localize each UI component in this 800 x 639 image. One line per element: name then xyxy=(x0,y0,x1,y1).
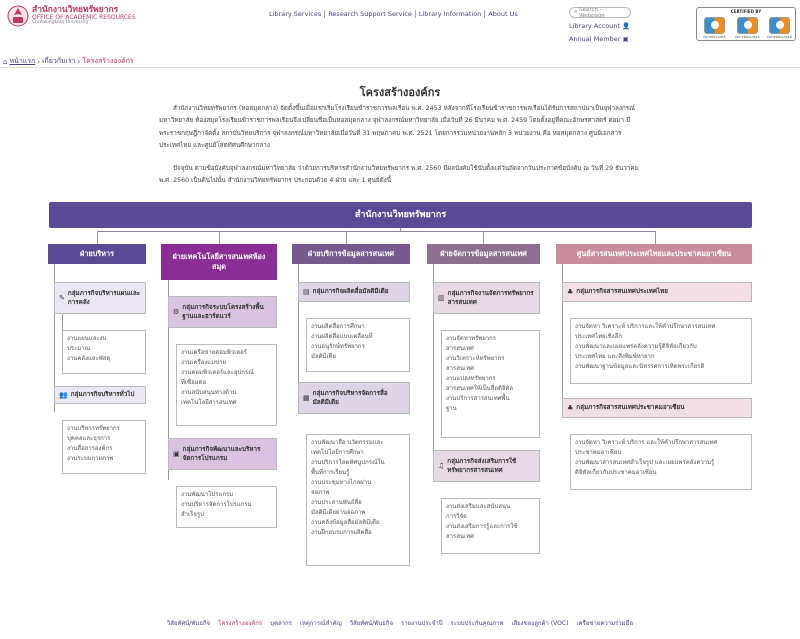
group-title: กลุ่มภารกิจผลิตสื่อมัลติมีเดีย xyxy=(312,288,389,296)
group-card[interactable] xyxy=(54,282,146,314)
group-title: กลุ่มภารกิจส่งเสริมการใช้ทรัพยากรสารสนเทศ xyxy=(447,457,517,474)
task-item: งานจัดหา วิเคราะห์ บริการ และให้คำปรึกษาสารสนเทศ xyxy=(575,439,718,446)
annual-member-link[interactable] xyxy=(569,35,629,43)
edit-icon: ✎ xyxy=(59,293,65,302)
task-item: งานคลังข้อมูลสื่อมัลติมีเดีย xyxy=(311,519,380,526)
dept-library-it[interactable]: ฝ่ายเทคโนโลยีสารสนเทศห้องสมุด xyxy=(161,244,277,280)
book-icon: ▥ xyxy=(438,293,445,302)
task-item: งานบริการสารสนเทศพื้น xyxy=(446,395,510,402)
task-item: มัลติมีเดียผ่านจอภาพ xyxy=(311,509,366,516)
task-item: สารสนเทศ xyxy=(446,345,474,352)
certs-title: CERTIFIED BY xyxy=(730,9,762,14)
iso-badge-icon xyxy=(704,17,725,34)
group-title: กลุ่มภารกิจบริหารแผนและการคลัง xyxy=(67,289,141,306)
group-title: กลุ่มภารกิจสารสนเทศประเทศไทย xyxy=(576,288,668,296)
task-item: งานพัฒนาฐานข้อมูลและนิทรรศการเทิดพระเกียรติ xyxy=(575,363,705,370)
cert-label: ISO 45001:2018 xyxy=(767,35,792,39)
connector xyxy=(346,231,347,244)
id-card-icon: ▣ xyxy=(622,35,629,43)
task-item: ประชาคมอาเซียน xyxy=(575,449,622,456)
breadcrumb-about[interactable]: เกี่ยวกับเรา xyxy=(42,57,76,65)
task-item: งานผลิตสื่อการศึกษา xyxy=(311,323,365,330)
connector xyxy=(483,231,484,244)
task-list xyxy=(570,318,752,384)
task-item: งานจัดหา วิเคราะห์ บริการและให้คำปรึกษาสารสนเทศ xyxy=(575,323,716,330)
task-item: ที่เชื่อมต่อ xyxy=(181,379,207,386)
task-item: งานบริหารจัดการโปรแกรม xyxy=(181,501,252,508)
nav-research-support[interactable]: Research Support Service xyxy=(324,10,415,18)
task-item: งานฝึกอบรมการผลิตสื่อ xyxy=(311,529,372,536)
footer-link-current[interactable]: โครงสร้างองค์กร xyxy=(218,620,263,627)
site-header xyxy=(0,0,800,50)
footer-link[interactable]: เสียงของลูกค้า (VOC) xyxy=(511,620,569,627)
group-title: กลุ่มภารกิจพัฒนาและบริหารจัดการโปรแกรม xyxy=(182,445,261,462)
org-name-en: OFFICE OF ACADEMIC RESOURCES xyxy=(32,13,136,21)
task-item: งานระบบกายภาพ xyxy=(67,455,114,462)
org-name-th: สำนักงานวิทยทรัพยากร xyxy=(32,5,119,15)
task-list xyxy=(306,434,410,566)
iso-badge-icon xyxy=(737,17,758,34)
org-brand[interactable] xyxy=(32,6,136,26)
task-item: มัลติมีเดีย xyxy=(311,353,336,360)
group-card[interactable] xyxy=(298,282,410,302)
task-list xyxy=(570,434,752,490)
task-item: งานแปลงทรัพยากร xyxy=(446,375,496,382)
task-item: สารสนเทศให้เป็นสื่อดิจิทัล xyxy=(446,385,513,392)
task-list xyxy=(62,330,146,374)
connector xyxy=(219,231,220,244)
footer-link[interactable]: รายงานประจำปี xyxy=(401,620,443,627)
breadcrumb-home[interactable]: หน้าแรก xyxy=(9,57,36,65)
group-title: กลุ่มภารกิจระบบโครงสร้างพื้นฐานและฮาร์ดแวร์ xyxy=(182,303,264,320)
intro-paragraph: สำนักงานวิทยทรัพยากร (หอสมุดกลาง) จัดตั้งขึ้นเมื่อแรกเริ่มโรงเรียนข้าราชการพลเรือน พ.ศ. 2453 หลังจากที่โรงเรียนข้าราชการพลเรือนได้รับการสถาปนาเป็นจุฬาลงกรณ์มหาวิทยาลัย ห้องสมุดโรงเรียนข้าราชการพลเรือนจึงเปลี่ยนชื่อเป็นหอสมุดกลาง จุฬาลงกรณ์มหาวิทยาลัย เมื่อวันที่ 26 มีนาคม พ.ศ. 2459 โดยตั้งอยู่ที่คณะอักษรศาสตร์ ต่อมา มีพระราชกฤษฎีกาจัดตั้ง สถาบันวิทยบริการ จุฬาลงกรณ์มหาวิทยาลัยเมื่อวันที่ 31 พฤษภาคม พ.ศ. 2521 โดยการรวมหน่วยงานหลัก 3 หน่วยงาน คือ หอสมุดกลาง ศูนย์เอกสารประเทศไทย และศูนย์โสตทัศนศึกษากลาง xyxy=(159,105,636,150)
task-item: สารสนเทศ xyxy=(446,365,474,372)
group-title: กลุ่มภารกิจบริหารทั่วไป xyxy=(70,391,135,399)
task-item: งานพัฒนาโปรแกรม xyxy=(181,491,234,498)
task-item: บุคคลและธุรการ xyxy=(67,435,111,442)
footer-link[interactable]: ระบบประกันคุณภาพ xyxy=(450,620,504,627)
music-icon: ♫ xyxy=(438,461,445,470)
task-item: งานประสานพันธ์สื่อ xyxy=(311,499,362,506)
task-item: งานจัดหาทรัพยากร xyxy=(446,335,497,342)
dept-information-management[interactable]: ฝ่ายจัดการข้อมูลสารสนเทศ xyxy=(427,244,540,264)
connector xyxy=(97,231,655,232)
task-list xyxy=(176,486,277,528)
cert-label: ISO 14001:2015 xyxy=(735,35,760,39)
org-root-box: สำนักงานวิทยทรัพยากร xyxy=(49,202,752,228)
breadcrumb-current: โครงสร้างองค์กร xyxy=(82,57,134,65)
task-item: งานเครื่องแม่ข่าย xyxy=(181,359,227,366)
task-item: งานแผนและงบ xyxy=(67,335,107,342)
task-item: ฐาน xyxy=(446,405,457,412)
task-item: งานวิเคราะห์ทรัพยากร xyxy=(446,355,505,362)
dept-thailand-asean-center[interactable]: ศูนย์สารสนเทศประเทศไทยและประชาคมอาเซียน xyxy=(556,244,752,264)
network-icon: ⚙ xyxy=(173,307,180,316)
search-icon: ⌕ xyxy=(574,9,578,15)
group-card[interactable] xyxy=(54,386,146,404)
footer-nav xyxy=(0,618,800,628)
nav-library-services[interactable]: Library Services xyxy=(269,10,322,18)
library-account-label: Library Account xyxy=(569,22,621,30)
group-card[interactable] xyxy=(168,438,277,470)
task-list xyxy=(176,344,277,426)
search-input[interactable]: Search - Webpage xyxy=(579,6,605,19)
footer-link[interactable]: วิสัยทัศน์/พันธกิจ xyxy=(349,620,394,627)
page-title: โครงสร้างองค์กร xyxy=(359,86,441,99)
task-item: งานพัฒนาสื่อ นวัตกรรมและ xyxy=(311,439,384,446)
footer-link[interactable]: เหตุการณ์สำคัญ xyxy=(299,620,342,627)
task-item: งานบริหารทรัพยากร xyxy=(67,425,120,432)
task-item: งานส่งเสริมและสนับสนุน xyxy=(446,503,511,510)
monitor-icon: ▦ xyxy=(303,393,310,402)
annual-member-label: Annual Member xyxy=(569,35,621,43)
task-list xyxy=(441,498,540,554)
search-box[interactable] xyxy=(569,7,631,18)
task-item: ประเทศไทย และสิ่งพิมพ์หายาก xyxy=(575,353,655,360)
org-university: Chulalongkorn University xyxy=(32,20,89,26)
task-item: การวิจัย xyxy=(446,513,467,520)
task-item: งานบริการโสตทัศนูปกรณ์ใน xyxy=(311,459,385,466)
task-item: สำเร็จรูป xyxy=(181,511,204,518)
group-card[interactable] xyxy=(168,296,277,328)
task-item: ประเทศไทยเชิงลึก xyxy=(575,333,622,340)
cert-label: ISO 9001:2015 xyxy=(703,35,726,39)
iso-certifications xyxy=(696,7,796,41)
group-card[interactable] xyxy=(433,282,540,314)
program-icon: ▣ xyxy=(173,449,180,458)
task-item: พื้นที่การเรียนรู้ xyxy=(311,469,350,476)
task-item: งานพัฒนาและเผยแพร่คลังความรู้ดิจิทัลเกี่ยวกับ xyxy=(575,343,697,350)
task-item: งานประชุมทางไกลผ่าน xyxy=(311,479,372,486)
task-item: งานเครือข่ายคอมพิวเตอร์ xyxy=(181,349,247,356)
task-item: จอภาพ xyxy=(311,489,330,496)
thailand-icon: ♣ xyxy=(567,287,574,296)
iso-badge-icon xyxy=(769,17,790,34)
task-item: งานผลิตสื่อแบบเคลื่อนที่ xyxy=(311,333,373,340)
task-list xyxy=(441,330,540,438)
task-item: งานส่งเสริมการรู้และการใช้ xyxy=(446,523,518,530)
breadcrumb-separator: › xyxy=(37,57,41,66)
nav-library-information[interactable]: Library Information xyxy=(415,10,484,18)
footer-link[interactable]: เครือข่ายความร่วมมือ xyxy=(576,620,634,627)
home-icon[interactable]: ⌂ xyxy=(3,57,8,66)
group-card[interactable] xyxy=(562,398,752,418)
library-account-link[interactable] xyxy=(569,22,630,30)
connector xyxy=(97,231,98,244)
task-item: ประมาณ xyxy=(67,345,91,352)
group-title: กลุ่มภารกิจสารสนเทศประชาคมอาเซียน xyxy=(576,404,685,412)
task-item: งานสื่อสารองค์กร xyxy=(67,445,113,452)
footer-link[interactable]: วิสัยทัศน์/พันธกิจ xyxy=(166,620,211,627)
group-title: กลุ่มภารกิจบริหารจัดการสื่อมัลติมีเดีย xyxy=(312,389,388,406)
breadcrumb xyxy=(3,56,134,67)
main-nav xyxy=(266,10,521,18)
task-item: งานพัฒนาสารสนเทศสำเร็จรูป และเผยแพร่คลังความรู้ xyxy=(575,459,715,466)
task-item: งานอนุรักษ์ทรัพยากร xyxy=(311,343,365,350)
task-list xyxy=(306,318,410,372)
task-list xyxy=(62,420,146,474)
users-icon: 👥 xyxy=(59,390,68,399)
footer-link[interactable]: บุคลากร xyxy=(270,620,292,627)
task-item: งานคอมพิวเตอร์และอุปกรณ์ xyxy=(181,369,254,376)
task-item: เทคโนโลยีการศึกษา xyxy=(311,449,364,456)
connector xyxy=(655,231,656,244)
asean-icon: ♣ xyxy=(567,403,574,412)
group-card[interactable] xyxy=(433,450,540,482)
group-title: กลุ่มภารกิจงานจัดการทรัพยากรสารสนเทศ xyxy=(447,289,534,306)
task-item: ดิจิทัลเกี่ยวกับประชาคมอาเซียน xyxy=(575,469,657,476)
university-logo-icon[interactable] xyxy=(7,5,29,27)
task-item: งานสนับสนุนทางด้าน xyxy=(181,389,237,396)
divider xyxy=(0,67,800,68)
breadcrumb-separator: › xyxy=(77,57,81,66)
media-icon: ▤ xyxy=(303,287,310,296)
task-item: เทคโนโลยีสารสนเทศ xyxy=(181,399,237,406)
group-card[interactable] xyxy=(298,382,410,414)
dept-information-services[interactable]: ฝ่ายบริการข้อมูลสารสนเทศ xyxy=(292,244,410,264)
task-item: งานคลังและพัสดุ xyxy=(67,355,111,362)
group-card[interactable] xyxy=(562,282,752,302)
dept-administration[interactable]: ฝ่ายบริหาร xyxy=(48,244,146,264)
intro-paragraph: ปัจจุบัน ตามข้อบังคับจุฬาลงกรณ์มหาวิทยาลัย ว่าด้วยการบริหารสำนักงานวิทยทรัพยากร พ.ศ. 2560 มีผลบังคับใช้นับตั้งแต่วันถัดจากวันประกาศข้อบังคับ ณ วันที่ 29 ธันวาคม พ.ศ. 2560 เป็นต้นไปนั้น สำนักงานวิทยทรัพยากร ประกอบด้วย 4 ฝ่าย และ 1 ศูนย์ดังนี้ xyxy=(159,165,639,185)
nav-about-us[interactable]: About Us xyxy=(484,10,520,18)
user-icon: 👤 xyxy=(622,22,631,30)
task-item: สารสนเทศ xyxy=(446,533,474,540)
